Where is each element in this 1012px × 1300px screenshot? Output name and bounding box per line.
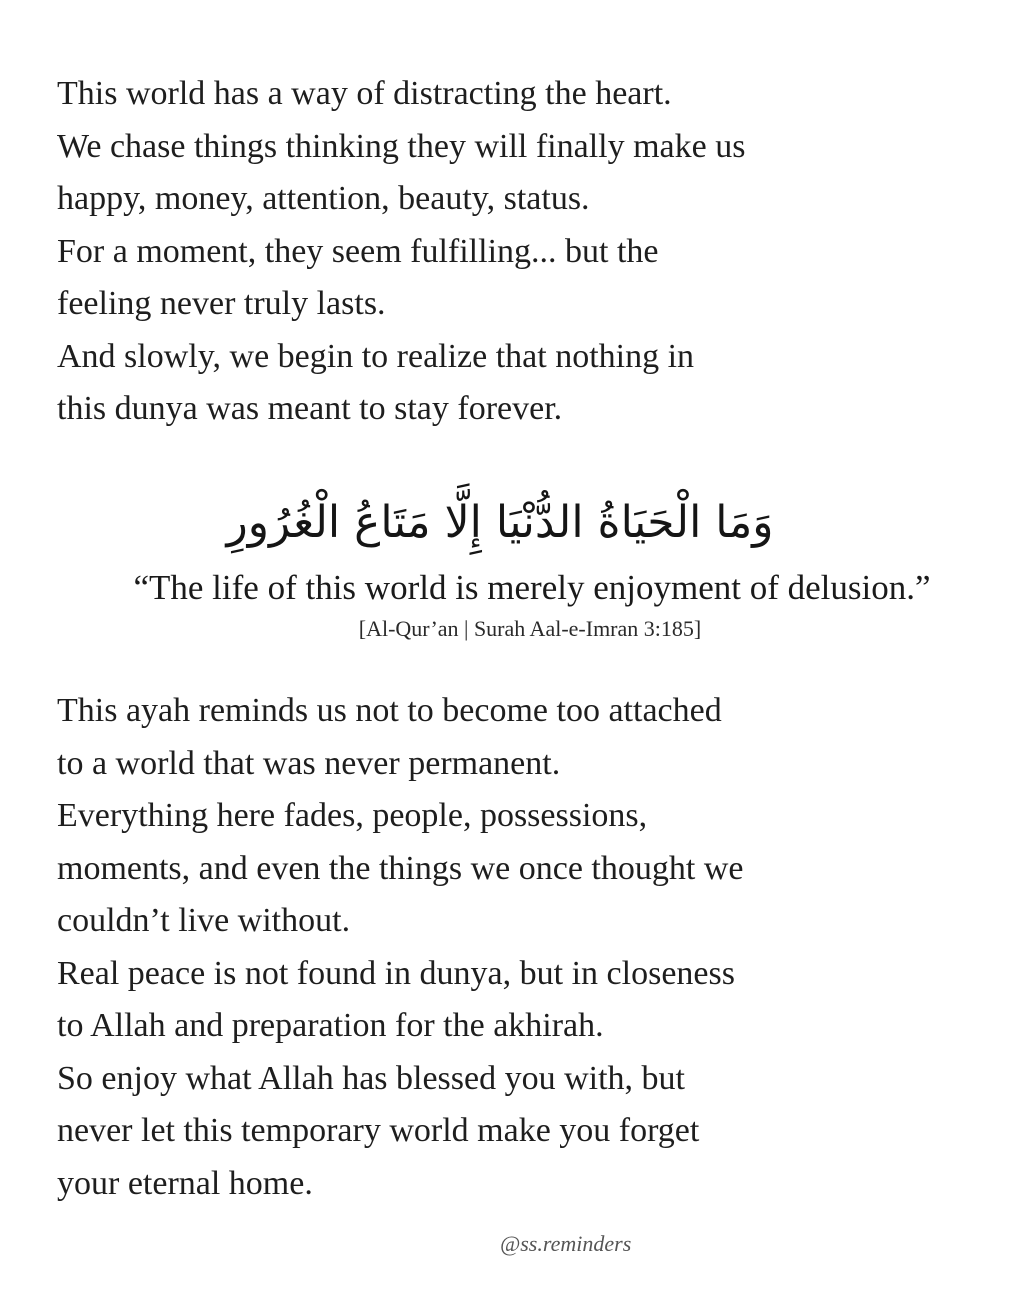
intro-paragraph	[57, 68, 957, 436]
reflection-line: couldn’t live without.	[57, 902, 351, 939]
reflection-line: your eternal home.	[57, 1164, 313, 1202]
intro-line: This world has a way of distracting the heart.	[57, 75, 672, 112]
intro-line: We chase things thinking they will finally make us	[57, 127, 746, 165]
verse-translation: “The life of this world is merely enjoyment of delusion.”	[133, 568, 931, 607]
reflection-paragraph	[57, 685, 957, 1210]
arabic-verse: وَمَا الْحَيَاةُ الدُّنْيَا إِلَّا مَتَاعُ الْغُرُورِ	[226, 497, 774, 548]
intro-line: And slowly, we begin to realize that nothing in	[57, 337, 695, 375]
reflection-line: never let this temporary world make you forget	[57, 1112, 700, 1149]
author-handle: @ss.reminders	[500, 1231, 632, 1256]
intro-line: happy, money, attention, beauty, status.	[57, 180, 590, 217]
intro-line: For a moment, they seem fulfilling... but the	[57, 232, 659, 270]
reflection-line: This ayah reminds us not to become too attached	[57, 692, 722, 729]
verse-citation: [Al-Qur’an | Surah Aal-e-Imran 3:185]	[358, 616, 702, 641]
intro-line: feeling never truly lasts.	[57, 285, 386, 322]
intro-line: this dunya was meant to stay forever.	[57, 390, 563, 427]
reflection-line: Real peace is not found in dunya, but in closeness	[57, 954, 735, 992]
reflection-line: Everything here fades, people, possessions,	[57, 797, 648, 834]
reflection-line: to Allah and preparation for the akhirah.	[57, 1007, 604, 1044]
reflection-line: to a world that was never permanent.	[57, 744, 561, 782]
reflection-line: moments, and even the things we once thought we	[57, 849, 744, 887]
reflection-line: So enjoy what Allah has blessed you with, but	[57, 1059, 686, 1097]
